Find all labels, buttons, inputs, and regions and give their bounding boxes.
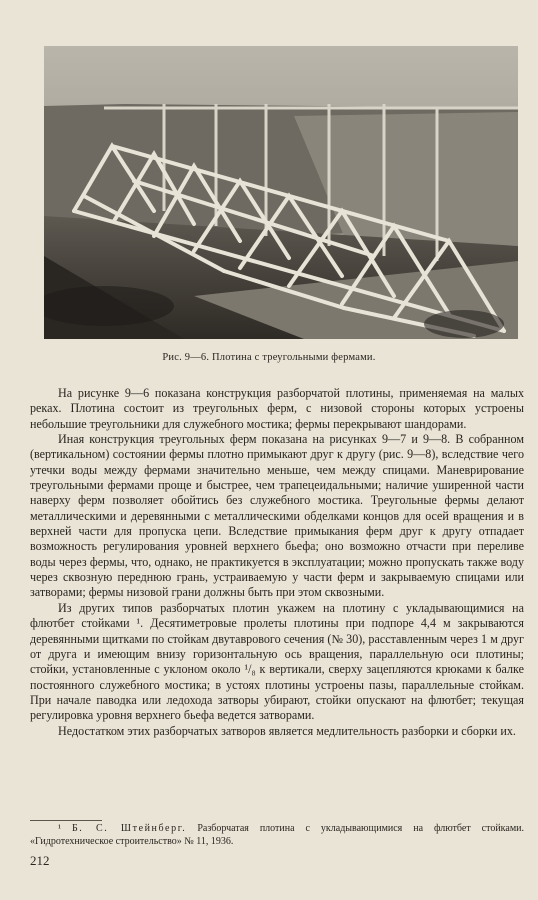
- paragraph-1: На рисунке 9—6 показана конструкция разборчатой плотины, применяемая на малых реках. Плотина состоит из треугольных ферм, с низовой стороны которых устроены небольшие треугольники для служебного мостика; фермы перекрывают шандорами.: [30, 386, 524, 431]
- footnote: [30, 822, 524, 848]
- paragraph-3: Из других типов разборчатых плотин укажем на плотину с укладывающимися на флютбет стойками ¹. Десятиметровые пролеты плотины при подпоре 4,4 м закрываются деревянными щитками по стойкам двутаврового сечения (№ 30), расставленным через 1 м друг от друга и имеющим внизу горизонтальную ось вращения, параллельную оси плотины; стойки, установленные с уклоном около ¹/₈ к вертикали, сверху зацепляются крюками к балке постоянного служебного мостика; в устоях плотины устроены пазы, параллельные стойкам. При начале паводка или ледохода затворы убирают, стойки опускают на флютбет; текущая регулировка уровня верхнего бьефа ведется затворами.: [30, 600, 524, 723]
- dam-trusses-photo: [44, 46, 518, 339]
- footnote-marker: ¹: [58, 823, 61, 834]
- figure-caption: Рис. 9—6. Плотина с треугольными фермами.: [162, 352, 376, 363]
- footnote-author: Б. С. Штейнберг.: [71, 823, 187, 834]
- paragraph-2: Иная конструкция треугольных ферм показана на рисунках 9—7 и 9—8. В собранном (вертикальном) состоянии фермы плотно примыкают друг к другу (рис. 9—8), вследствие чего утечки воды между фермами значительно меньше, чем между спицами. Маневрирование треугольными фермами проще и быстрее, чем трапецеидальными; наличие уширенной части наверху ферм позволяет обойтись без служебного мостика. Треугольные фермы делают металлическими и деревянными с металлическими обделками концов для осей вращения и в верхней части для пропуска цепи. Вследствие примыкания ферм друг к другу отпадает возможность регулирования уровней верхнего бьефа; оно возможно отчасти при переливе воды через фермы, что, однако, не практикуется в эксплуатации; можно пропускать также воду через сквозную переднюю грань, устраиваемую у части ферм и закрываемую спицами или затворами; фермы низовой грани должны быть при этом сквозными.: [30, 432, 524, 600]
- page-number: 212: [30, 853, 50, 868]
- photo-illustration: [44, 46, 518, 339]
- paragraph-4: Недостатком этих разборчатых затворов является медлительность разборки и сборки их.: [58, 723, 516, 738]
- footnote-text: Разборчатая плотина с укладывающимися на флютбет стойками. «Гидротехническое строительство» № 11, 1936.: [30, 823, 525, 847]
- main-text: [30, 386, 524, 739]
- footnote-divider: [30, 820, 102, 821]
